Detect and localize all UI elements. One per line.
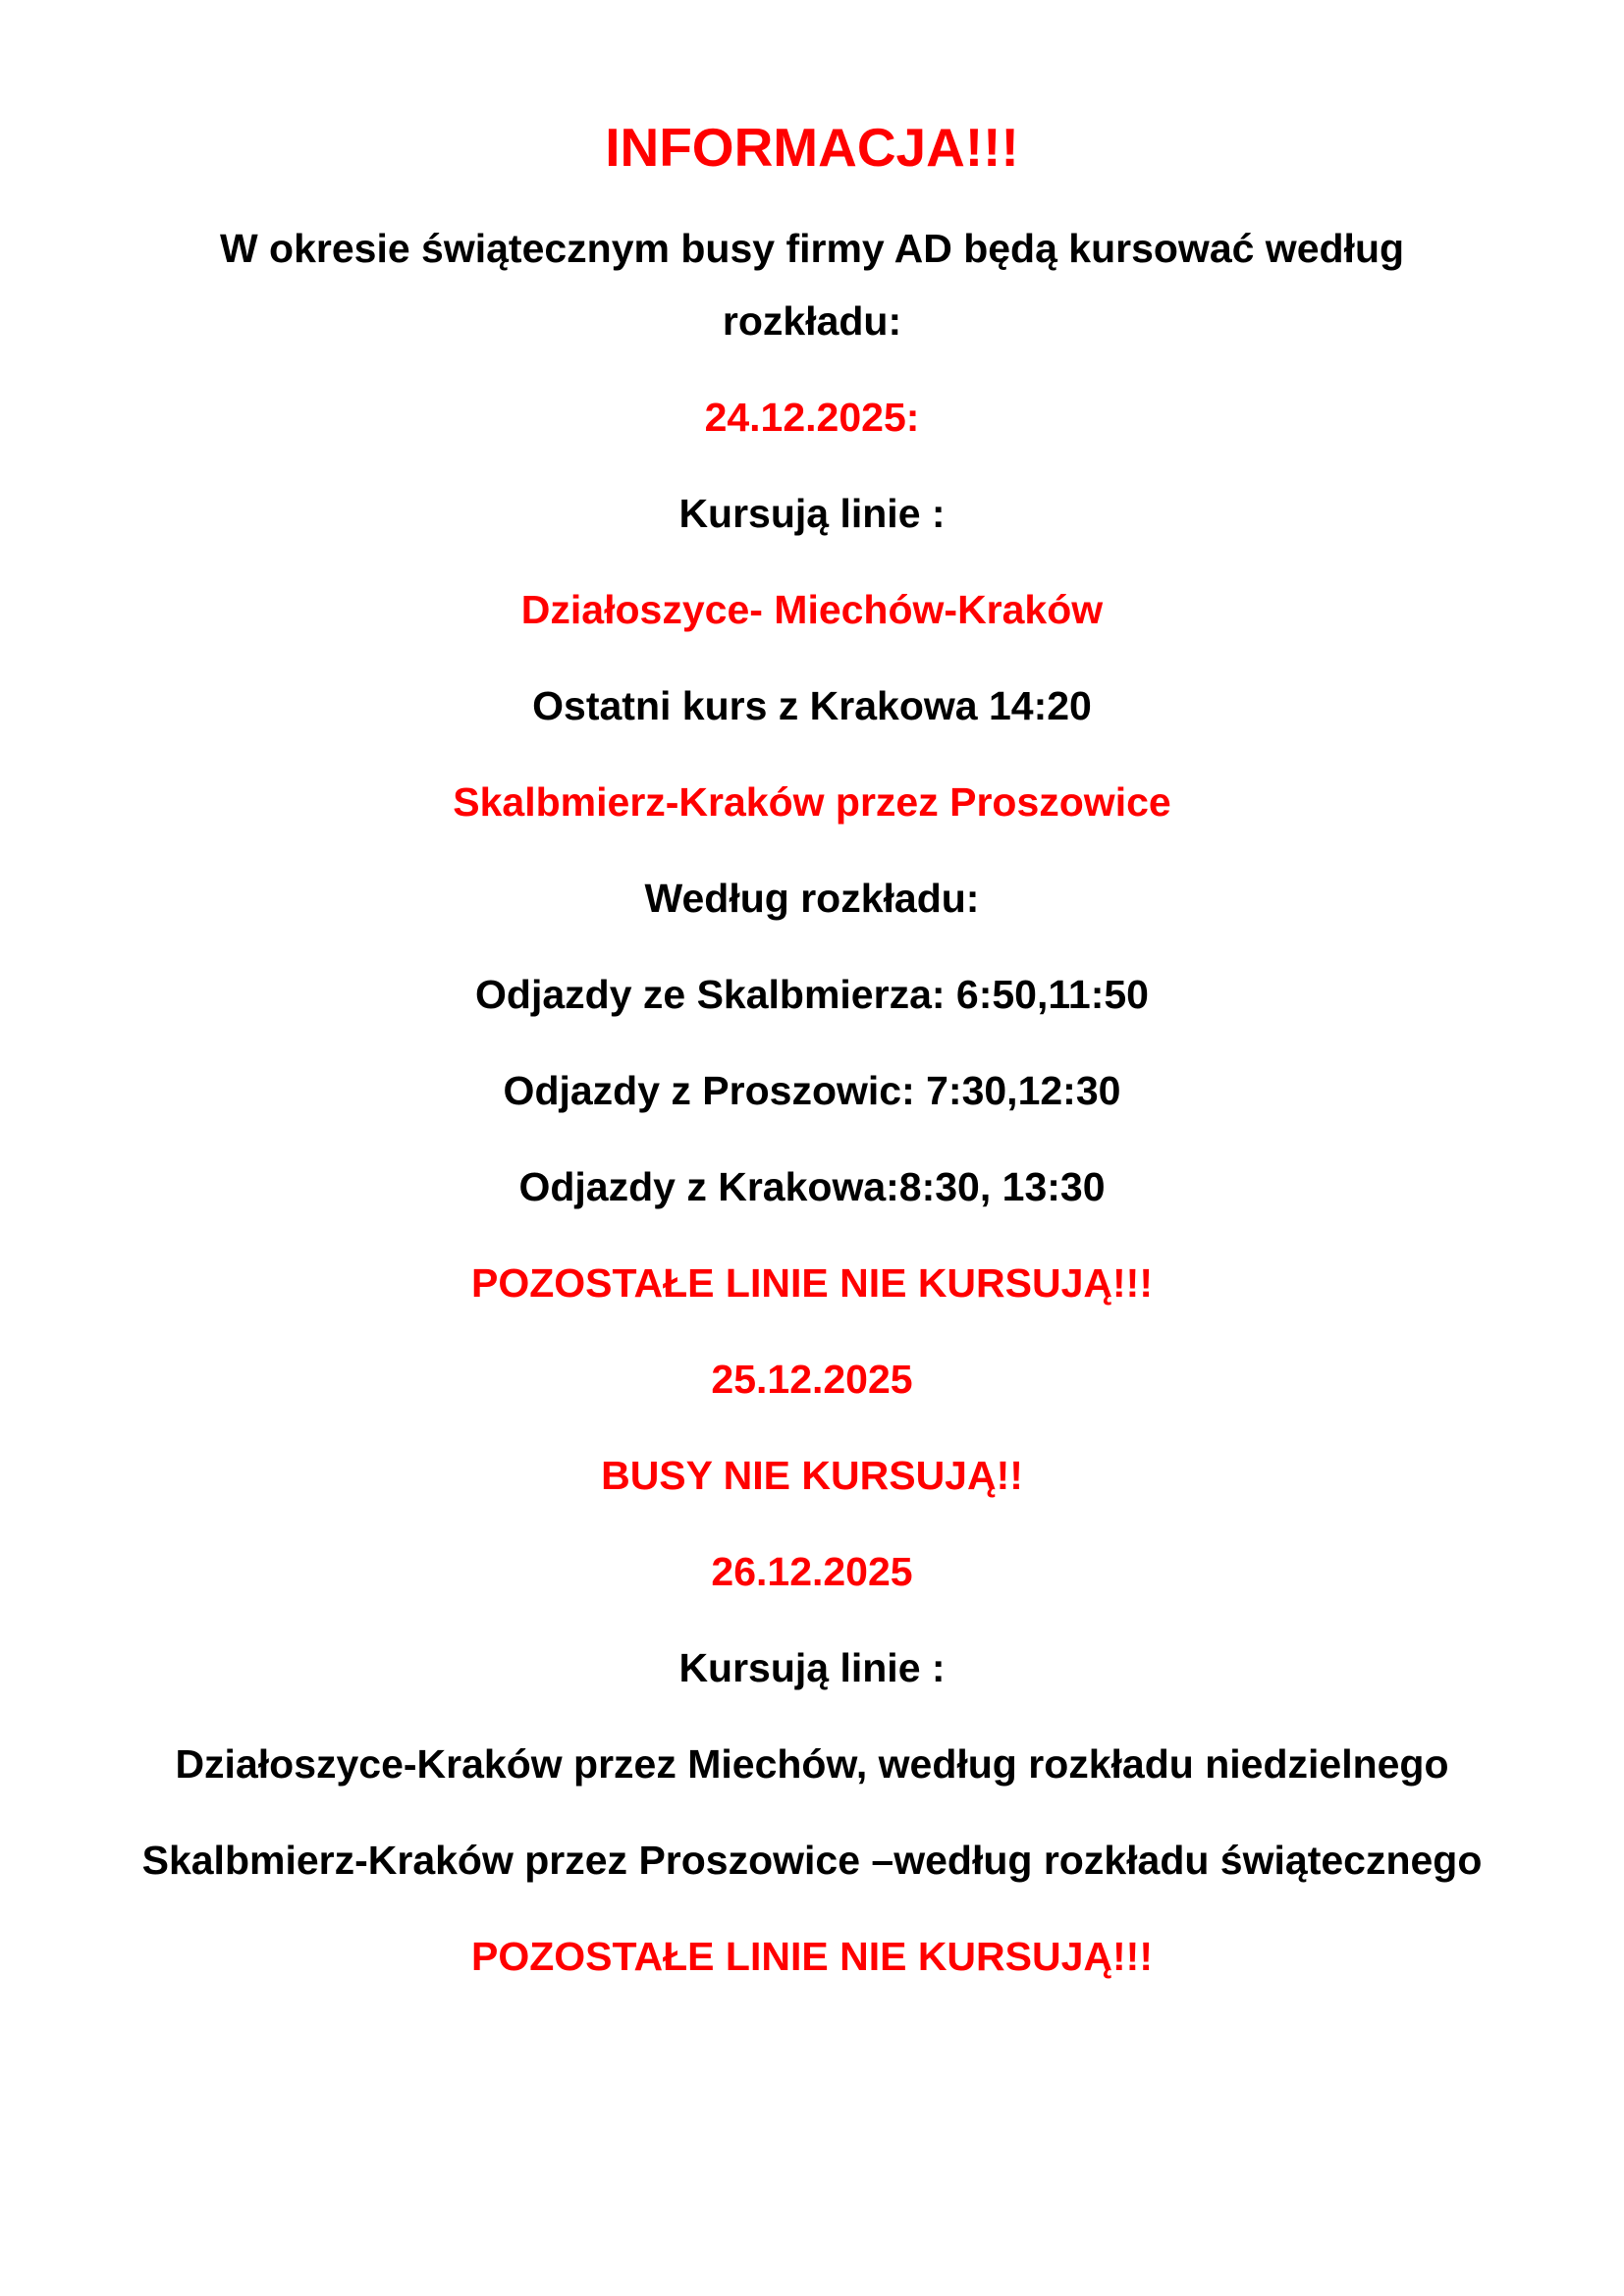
page-title: INFORMACJA!!! bbox=[605, 117, 1019, 178]
day2-notice: BUSY NIE KURSUJĄ!! bbox=[601, 1453, 1023, 1498]
intro-line-1: W okresie świątecznym busy firmy AD będą kursować według bbox=[219, 226, 1405, 271]
day1-lines-heading: Kursują linie : bbox=[678, 491, 946, 536]
day3-route2: Skalbmierz-Kraków przez Proszowice –według rozkładu świątecznego bbox=[141, 1838, 1483, 1883]
date-24-12: 24.12.2025: bbox=[704, 395, 920, 440]
day3-other-lines-notice: POZOSTAŁE LINIE NIE KURSUJĄ!!! bbox=[471, 1934, 1153, 1979]
day3-lines-heading: Kursują linie : bbox=[678, 1645, 946, 1690]
day1-route2-name: Skalbmierz-Kraków przez Proszowice bbox=[453, 779, 1171, 825]
date-25-12: 25.12.2025 bbox=[711, 1357, 913, 1402]
day3-route1: Działoszyce-Kraków przez Miechów, według rozkładu niedzielnego bbox=[175, 1741, 1449, 1787]
departures-krakow: Odjazdy z Krakowa:8:30, 13:30 bbox=[518, 1164, 1106, 1209]
day1-route1-name: Działoszyce- Miechów-Kraków bbox=[520, 587, 1104, 632]
day1-route2-schedule-label: Według rozkładu: bbox=[644, 876, 980, 921]
day1-other-lines-notice: POZOSTAŁE LINIE NIE KURSUJĄ!!! bbox=[471, 1260, 1153, 1306]
departures-skalbmierz: Odjazdy ze Skalbmierza: 6:50,11:50 bbox=[475, 972, 1149, 1017]
departures-proszowice: Odjazdy z Proszowic: 7:30,12:30 bbox=[503, 1068, 1121, 1113]
date-26-12: 26.12.2025 bbox=[711, 1549, 913, 1594]
day1-route1-info: Ostatni kurs z Krakowa 14:20 bbox=[532, 683, 1092, 728]
intro-line-2: rozkładu: bbox=[722, 298, 902, 344]
